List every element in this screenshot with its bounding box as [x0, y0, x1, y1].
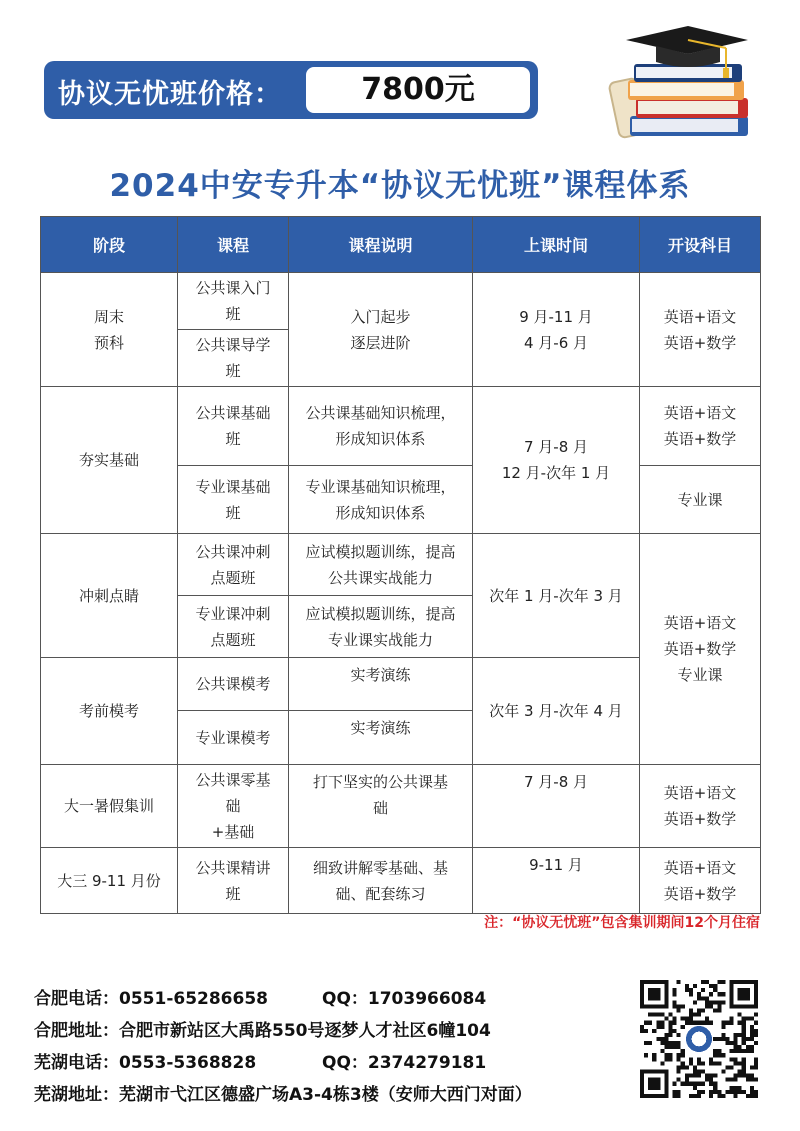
price-label: 协议无忧班价格：: [58, 79, 282, 110]
description-cell: 公共课基础知识梳理， 形成知识体系: [289, 387, 473, 466]
course-cell: 公共课模考: [178, 658, 289, 711]
description-cell: 专业课基础知识梳理， 形成知识体系: [289, 466, 473, 534]
price-value: 7800元: [306, 67, 530, 113]
description-cell: 入门起步 逐层进阶: [289, 273, 473, 387]
description-cell: 应试模拟题训练，提高 公共课实战能力: [289, 534, 473, 596]
header-stage: 阶段: [41, 217, 178, 273]
table-row: [41, 848, 761, 914]
hefei-address: 合肥地址：合肥市新站区大禹路550号逐梦人才社区6幢104: [34, 1021, 491, 1041]
hefei-phone: 合肥电话：0551-65286658: [34, 989, 268, 1009]
time-cell: 9-11 月: [473, 848, 640, 914]
description-cell: 应试模拟题训练，提高 专业课实战能力: [289, 596, 473, 658]
header-subjects: 开设科目: [640, 217, 761, 273]
course-cell: 专业课模考: [178, 711, 289, 765]
course-cell: 公共课基础 班: [178, 387, 289, 466]
subjects-cell: 英语+语文 英语+数学: [640, 387, 761, 466]
header-time: 上课时间: [473, 217, 640, 273]
stage-cell: 大三 9-11 月份: [41, 848, 178, 914]
table-header-row: [41, 217, 761, 273]
stage-cell: 大一暑假集训: [41, 765, 178, 848]
subjects-cell: 英语+语文 英语+数学: [640, 273, 761, 387]
course-cell: 公共课入门 班: [178, 273, 289, 330]
stage-cell: 周末 预科: [41, 273, 178, 387]
table-row: [41, 273, 761, 330]
subjects-cell: 专业课: [640, 466, 761, 534]
course-cell: 公共课冲刺 点题班: [178, 534, 289, 596]
wuhu-address: 芜湖地址：芜湖市弋江区德盛广场A3-4栋3楼（安师大西门对面）: [34, 1085, 532, 1105]
stage-cell: 考前模考: [41, 658, 178, 765]
wuhu-qq: QQ：2374279181: [322, 1053, 487, 1073]
accommodation-note: 注：“协议无忧班”包含集训期间12个月住宿: [484, 915, 760, 931]
subjects-cell: 英语+语文 英语+数学 专业课: [640, 534, 761, 765]
stage-cell: 冲刺点睛: [41, 534, 178, 658]
table-row: [41, 765, 761, 848]
time-cell: 次年 1 月-次年 3 月: [473, 534, 640, 658]
table-row: [41, 534, 761, 596]
course-table: [40, 216, 761, 914]
contact-info: [34, 983, 634, 1111]
table-row: [41, 387, 761, 466]
wuhu-phone: 芜湖电话：0553-5368828: [34, 1053, 257, 1073]
course-cell: 公共课精讲 班: [178, 848, 289, 914]
hefei-qq: QQ：1703966084: [322, 989, 487, 1009]
subjects-cell: 英语+语文 英语+数学: [640, 765, 761, 848]
course-cell: 专业课冲刺 点题班: [178, 596, 289, 658]
price-banner: [44, 61, 538, 119]
description-cell: 细致讲解零基础、基 础、配套练习: [289, 848, 473, 914]
wuhu-phone-line: [34, 1047, 634, 1079]
page-title: 2024中安专升本“协议无忧班”课程体系: [109, 168, 691, 204]
hefei-phone-line: [34, 983, 634, 1015]
stage-cell: 夯实基础: [41, 387, 178, 534]
graduation-books-icon: [608, 22, 754, 144]
qr-code-icon[interactable]: [640, 980, 758, 1098]
course-cell: 公共课导学 班: [178, 330, 289, 387]
description-cell: 打下坚实的公共课基 础: [289, 765, 473, 848]
time-cell: 9 月-11 月 4 月-6 月: [473, 273, 640, 387]
subjects-cell: 英语+语文 英语+数学: [640, 848, 761, 914]
course-cell: 专业课基础 班: [178, 466, 289, 534]
time-cell: 次年 3 月-次年 4 月: [473, 658, 640, 765]
time-cell: 7 月-8 月: [473, 765, 640, 848]
description-cell: 实考演练: [289, 711, 473, 765]
description-cell: 实考演练: [289, 658, 473, 711]
time-cell: 7 月-8 月 12 月-次年 1 月: [473, 387, 640, 534]
header-description: 课程说明: [289, 217, 473, 273]
header-course: 课程: [178, 217, 289, 273]
course-cell: 公共课零基 础 +基础: [178, 765, 289, 848]
